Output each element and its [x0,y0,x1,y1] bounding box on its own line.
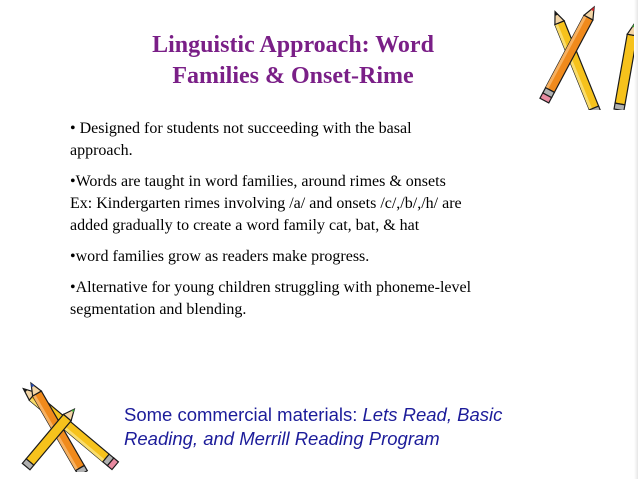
slide-title-line-2: Families & Onset-Rime [172,63,414,89]
bullet-line: added gradually to create a word family cat, bat, & hat [70,217,420,234]
bullet-item-families-grow [70,246,580,268]
slide-right-edge [634,0,638,479]
bullet-list [70,118,580,330]
bullet-line: Ex: Kindergarten rimes involving /a/ and onsets /c/,/b/,/h/ are [70,195,462,212]
pencils-clipart-bottom-left-icon [10,362,122,472]
bullet-item-designed-for [70,118,580,162]
slide-title-line-1: Linguistic Approach: Word [152,32,434,58]
bullet-line: approach. [70,142,133,159]
footer-italic-1: Lets Read, Basic [362,404,503,425]
bullet-line: •word families grow as readers make progress. [70,248,370,265]
bullet-line: segmentation and blending. [70,301,247,318]
slide-title [128,30,458,92]
pencils-clipart-top-right-icon [520,0,638,110]
bullet-item-word-families [70,171,580,237]
bullet-line: •Alternative for young children struggling with phoneme-level [70,279,472,296]
commercial-materials-note [124,403,584,451]
footer-prefix: Some commercial materials: [124,404,363,425]
bullet-item-alternative [70,277,580,321]
bullet-line: •Words are taught in word families, around rimes & onsets [70,173,446,190]
footer-line-2 [124,427,584,451]
footer-line-1 [124,403,584,427]
footer-italic-2: Reading, and Merrill Reading Program [124,428,440,449]
bullet-line: • Designed for students not succeeding with the basal [70,120,412,137]
